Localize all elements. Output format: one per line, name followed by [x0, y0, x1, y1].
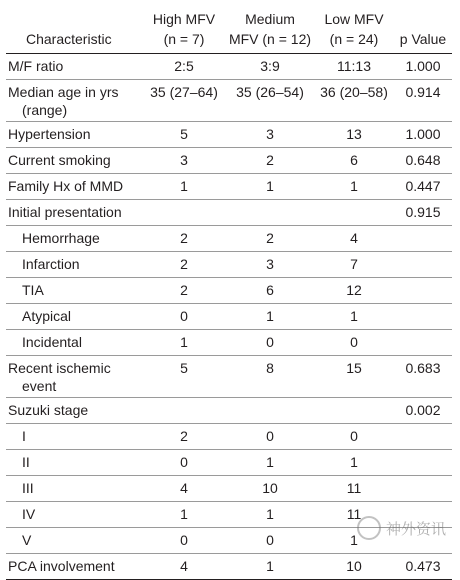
cell-high: 0 [142, 528, 226, 554]
row-label-line1: Median age in yrs [8, 84, 119, 100]
cell-high: 2 [142, 252, 226, 278]
header-medium-line1: Medium [245, 11, 295, 27]
row-label: Hypertension [6, 122, 142, 148]
cell-p: 1.000 [394, 122, 452, 148]
cell-medium: 3 [226, 122, 314, 148]
cell-low [314, 200, 394, 226]
cell-low: 10 [314, 554, 394, 580]
row-label: Initial presentation [6, 200, 142, 226]
cell-medium: 1 [226, 502, 314, 528]
header-medium-line2: MFV (n = 12) [228, 31, 312, 47]
row-label: V [6, 528, 142, 554]
cell-p [394, 330, 452, 356]
cell-medium: 0 [226, 528, 314, 554]
cell-low: 1 [314, 304, 394, 330]
table-row [6, 278, 452, 304]
cell-p: 0.473 [394, 554, 452, 580]
table-row [6, 330, 452, 356]
header-low-line1: Low MFV [324, 11, 384, 27]
cell-p: 0.914 [394, 80, 452, 122]
cell-low: 13 [314, 122, 394, 148]
cell-p [394, 450, 452, 476]
table-row [6, 450, 452, 476]
table-row [6, 424, 452, 450]
cell-high: 2 [142, 278, 226, 304]
cell-low: 12 [314, 278, 394, 304]
cell-p: 0.002 [394, 398, 452, 424]
data-table [6, 0, 452, 580]
cell-high: 1 [142, 174, 226, 200]
row-label: Suzuki stage [6, 398, 142, 424]
header-p-value: p Value [394, 0, 452, 54]
table-row [6, 200, 452, 226]
cell-high: 4 [142, 476, 226, 502]
cell-medium: 1 [226, 174, 314, 200]
cell-medium: 3:9 [226, 54, 314, 80]
cell-low: 7 [314, 252, 394, 278]
cell-medium: 8 [226, 356, 314, 398]
row-label-line2: (range) [22, 102, 68, 118]
row-label: II [6, 450, 142, 476]
cell-high: 4 [142, 554, 226, 580]
table-row [6, 554, 452, 580]
cell-p [394, 278, 452, 304]
cell-p [394, 252, 452, 278]
row-label: Infarction [6, 252, 142, 278]
row-label: PCA involvement [6, 554, 142, 580]
cell-high: 3 [142, 148, 226, 174]
row-label: Hemorrhage [6, 226, 142, 252]
header-high-mfv [142, 0, 226, 54]
cell-p: 1.000 [394, 54, 452, 80]
table-row [6, 356, 452, 398]
header-characteristic: Characteristic [6, 0, 142, 54]
table-row [6, 226, 452, 252]
cell-medium: 1 [226, 304, 314, 330]
cell-low: 11 [314, 502, 394, 528]
cell-high: 5 [142, 356, 226, 398]
header-high-line2: (n = 7) [163, 31, 205, 47]
cell-medium: 2 [226, 226, 314, 252]
cell-low [314, 398, 394, 424]
row-label-line1: Recent ischemic [8, 360, 111, 376]
table-row [6, 174, 452, 200]
header-high-line1: High MFV [152, 11, 216, 27]
header-low-mfv [314, 0, 394, 54]
header-row [6, 0, 452, 54]
watermark [357, 516, 446, 540]
cell-high: 5 [142, 122, 226, 148]
cell-low: 6 [314, 148, 394, 174]
header-medium-mfv [226, 0, 314, 54]
cell-medium: 1 [226, 450, 314, 476]
cell-low: 11 [314, 476, 394, 502]
table-row [6, 54, 452, 80]
table-row [6, 398, 452, 424]
cell-high: 2 [142, 424, 226, 450]
table-body [6, 54, 452, 580]
row-label: Family Hx of MMD [6, 174, 142, 200]
row-label: IV [6, 502, 142, 528]
header-low-line2: (n = 24) [329, 31, 379, 47]
cell-p: 0.447 [394, 174, 452, 200]
cell-p [394, 424, 452, 450]
cell-high: 0 [142, 450, 226, 476]
cell-medium: 10 [226, 476, 314, 502]
row-label: Current smoking [6, 148, 142, 174]
table-header [6, 0, 452, 54]
cell-medium: 3 [226, 252, 314, 278]
cell-high: 0 [142, 304, 226, 330]
cell-low: 0 [314, 330, 394, 356]
cell-low: 15 [314, 356, 394, 398]
cell-p [394, 226, 452, 252]
watermark-text: 神外资讯 [385, 520, 446, 538]
cell-high [142, 200, 226, 226]
table-row [6, 252, 452, 278]
cell-low: 1 [314, 528, 394, 554]
cell-medium: 2 [226, 148, 314, 174]
row-label: III [6, 476, 142, 502]
row-label: TIA [6, 278, 142, 304]
cell-high: 1 [142, 502, 226, 528]
cell-p: 0.915 [394, 200, 452, 226]
row-label: Incidental [6, 330, 142, 356]
cell-medium: 0 [226, 330, 314, 356]
cell-p [394, 476, 452, 502]
cell-low: 0 [314, 424, 394, 450]
cell-low: 11:13 [314, 54, 394, 80]
cell-medium: 1 [226, 554, 314, 580]
row-label: M/F ratio [6, 54, 142, 80]
table-row [6, 80, 452, 122]
cell-medium: 35 (26–54) [226, 80, 314, 122]
cell-low: 36 (20–58) [314, 80, 394, 122]
cell-p [394, 304, 452, 330]
table-row [6, 148, 452, 174]
cell-high: 2:5 [142, 54, 226, 80]
cell-p: 0.683 [394, 356, 452, 398]
cell-p: 0.648 [394, 148, 452, 174]
row-label [6, 356, 142, 398]
row-label: I [6, 424, 142, 450]
row-label-line2: event [22, 378, 57, 394]
watermark-logo-icon [357, 516, 381, 540]
cell-high: 35 (27–64) [142, 80, 226, 122]
cell-medium [226, 398, 314, 424]
cell-low: 1 [314, 450, 394, 476]
cell-high [142, 398, 226, 424]
cell-high: 1 [142, 330, 226, 356]
cell-high: 2 [142, 226, 226, 252]
table-row [6, 304, 452, 330]
table-row [6, 122, 452, 148]
table-row [6, 476, 452, 502]
cell-low: 1 [314, 174, 394, 200]
row-label: Atypical [6, 304, 142, 330]
cell-medium: 6 [226, 278, 314, 304]
row-label [6, 80, 142, 122]
cell-medium: 0 [226, 424, 314, 450]
cell-low: 4 [314, 226, 394, 252]
cell-medium [226, 200, 314, 226]
